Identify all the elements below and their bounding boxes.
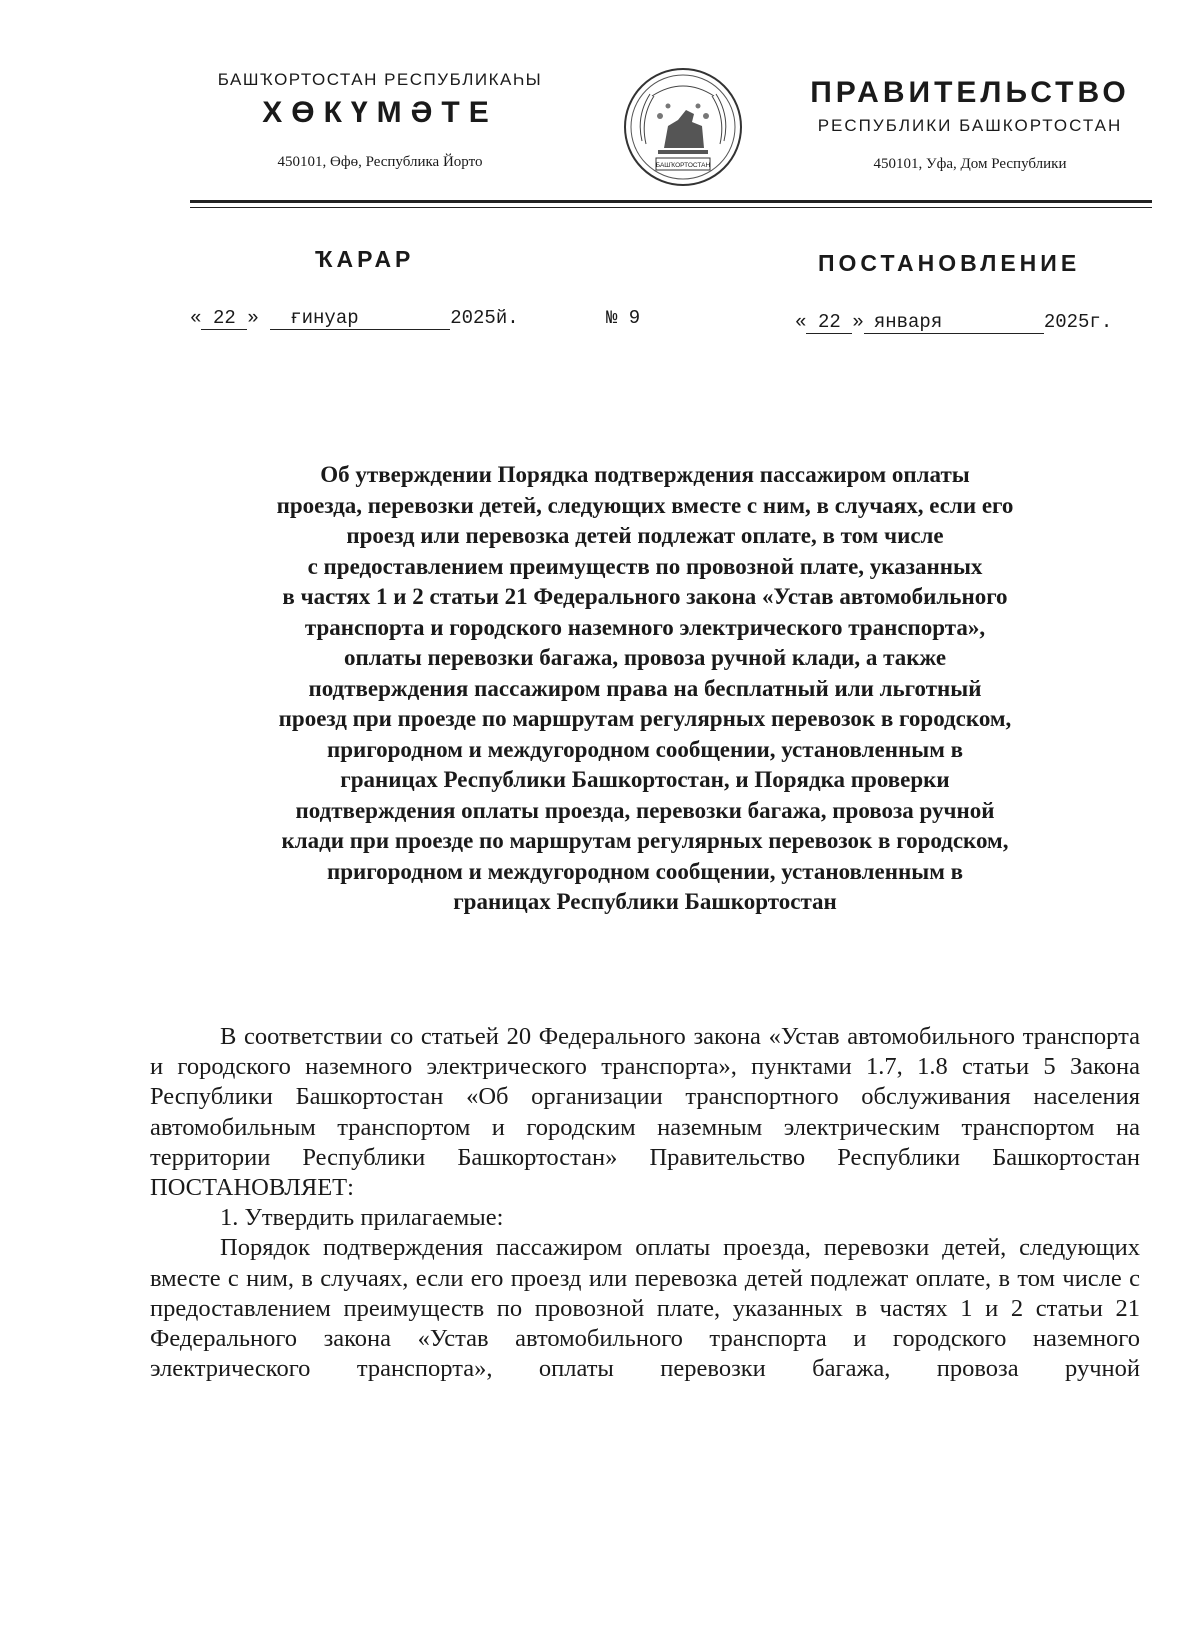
body-paragraph-preamble: В соответствии со статьей 20 Федерального закона «Устав автомобильного транспорта и городского наземного электрического транспорта», пунктами 1.7, 1.8 статьи 5 Закона Республики Башкортостан «Об организации транспортного обслуживания населения автомобильным транспортом и городским наземным электрическим транспортом на территории Республики Башкортостан» Правительство Республики Башкортостан ПОСТАНОВЛЯЕТ: <box>150 1023 1140 1202</box>
quote-close: » <box>247 307 259 329</box>
header-left-block <box>170 70 590 171</box>
quote-close: » <box>852 311 864 333</box>
government-name-russian: ПРАВИТЕЛЬСТВО <box>810 76 1130 109</box>
republic-name-bashkir: БАШҠОРТОСТАН РЕСПУБЛИКАҺЫ <box>217 70 543 89</box>
title-line: с предоставлением преимуществ по провозной плате, указанных <box>307 553 983 579</box>
title-line: клади при проезде по маршрутам регулярных перевозок в городском, <box>281 828 1009 853</box>
title-line: транспорта и городского наземного электрического транспорта», <box>304 614 986 640</box>
coat-of-arms-emblem <box>622 66 744 188</box>
title-line: пригородном и междугородном сообщении, установленным в <box>326 736 964 762</box>
body-paragraph-item-1: 1. Утвердить прилагаемые: <box>220 1204 504 1232</box>
title-line: границах Республики Башкортостан <box>453 889 837 914</box>
address-bashkir: 450101, Өфө, Республика Йорто <box>277 154 483 170</box>
document-title <box>150 460 1140 918</box>
title-line: Об утверждении Порядка подтверждения пассажиром оплаты <box>320 462 970 487</box>
doc-type-bashkir: ҠАРАР <box>315 246 415 272</box>
body-paragraph-order: Порядок подтверждения пассажиром оплаты проезда, перевозки детей, следующих вместе с ним, в случаях, если его проезд или перевозка детей подлежат оплате, в том числе с предоставлением преимуществ по провозной плате, указанных в частях 1 и 2 статьи 21 Федерального закона «Устав автомобильного транспорта и городского наземного электрического транспорта», оплаты перевозки багажа, провоза ручной <box>150 1234 1140 1383</box>
title-line: пригородном и междугородном сообщении, установленным в <box>326 858 964 884</box>
doc-type-russian: ПОСТАНОВЛЕНИЕ <box>818 250 1081 276</box>
title-line: проезд при проезде по маршрутам регулярных перевозок в городском, <box>278 706 1012 731</box>
address-russian: 450101, Уфа, Дом Республики <box>873 156 1067 172</box>
date-year: 2025й. <box>450 307 519 329</box>
date-line-russian <box>795 311 1112 334</box>
title-line: проезда, перевозки детей, следующих вместе с ним, в случаях, если его <box>276 492 1014 518</box>
quote-open: « <box>190 307 202 329</box>
date-month: ғинуар <box>270 308 450 330</box>
date-day: 22 <box>806 312 852 334</box>
header-divider-thick <box>190 200 1152 203</box>
title-line: подтверждения оплаты проезда, перевозки багажа, провоза ручной <box>295 797 995 823</box>
document-body <box>150 1022 1140 1384</box>
quote-open: « <box>795 311 807 333</box>
title-line: оплаты перевозки багажа, провоза ручной клади, а также <box>343 645 947 670</box>
government-name-bashkir: ХӨКҮМӘТЕ <box>262 96 498 129</box>
republic-name-russian: РЕСПУБЛИКИ БАШКОРТОСТАН <box>817 116 1123 135</box>
title-line: подтверждения пассажиром права на бесплатный или льготный <box>308 675 982 701</box>
emblem-ribbon-text: БАШҠОРТОСТАН <box>655 162 711 169</box>
header-right-block <box>780 70 1160 173</box>
date-month: января <box>864 312 1044 334</box>
title-line: проезд или перевозка детей подлежат оплате, в том числе <box>346 523 944 548</box>
date-year: 2025г. <box>1043 311 1113 333</box>
header-divider-thin <box>190 207 1152 208</box>
date-line-bashkir <box>190 307 519 330</box>
title-line: в частях 1 и 2 статьи 21 Федерального закона «Устав автомобильного <box>282 584 1008 609</box>
document-number: № 9 <box>606 307 641 329</box>
title-line: границах Республики Башкортостан, и Порядка проверки <box>340 767 950 792</box>
date-day: 22 <box>201 308 247 330</box>
